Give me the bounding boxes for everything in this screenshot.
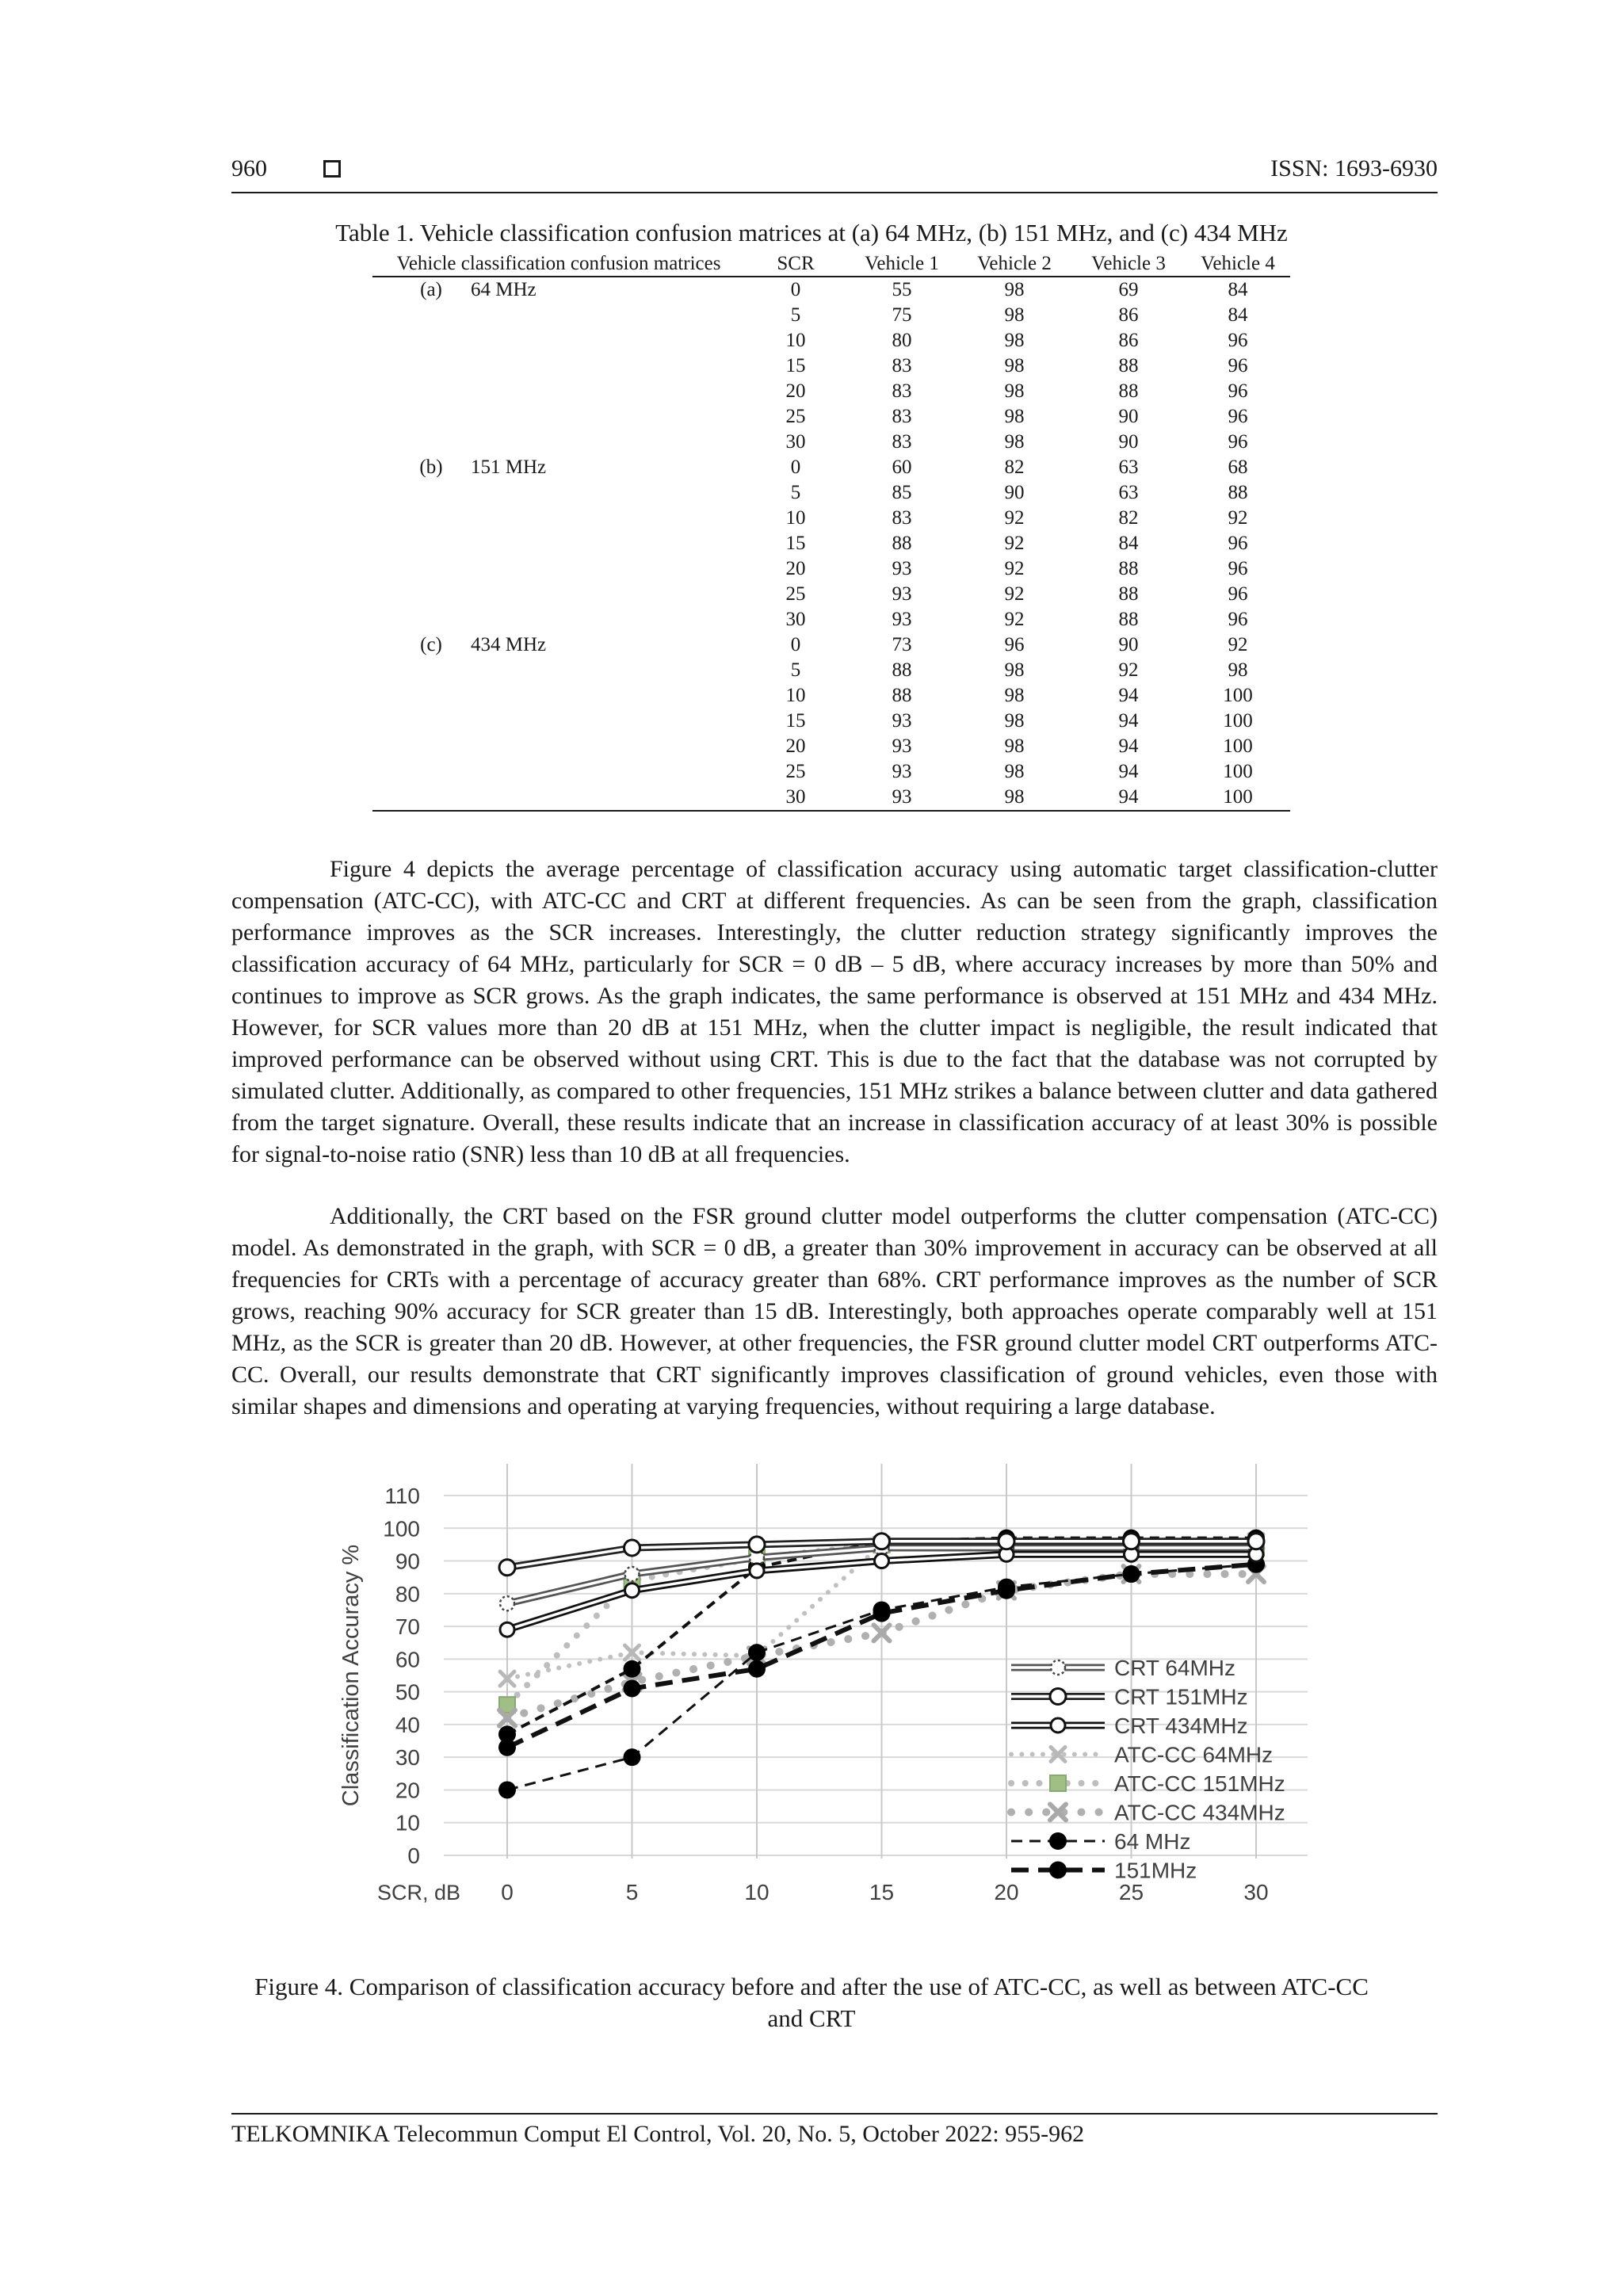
table-cell: 94 bbox=[1118, 710, 1139, 732]
body-paragraph: Additionally, the CRT based on the FSR ground clutter model outperforms the clutter compensation (ATC-CC) model. As demonstrated in the graph, with SCR = 0 dB, a greater than 30% improvement in accuracy can be observed at all frequencies for CRTs with a percentage of accuracy greater than 68%. CRT performance improves as the number of SCR grows, reaching 90% accuracy for SCR greater than 15 dB. Interestingly, both approaches operate comparably well at 151 MHz, as the SCR is greater than 20 dB. However, at other frequencies, the FSR ground clutter model CRT outperforms ATC-CC. Overall, our results demonstrate that CRT significantly improves classification of ground vehicles, even those with similar shapes and dimensions and operating at varying frequencies, without requiring a large database. bbox=[231, 1203, 1438, 1419]
data-point bbox=[998, 1582, 1015, 1599]
table-cell: 98 bbox=[1004, 330, 1025, 351]
table-cell: 98 bbox=[1228, 659, 1248, 681]
x-tick-label: 0 bbox=[501, 1880, 514, 1904]
table-cell: 10 bbox=[785, 507, 806, 529]
legend-item bbox=[1011, 1743, 1273, 1767]
table-cell: 98 bbox=[1004, 304, 1025, 326]
table-cell: 5 bbox=[790, 482, 801, 503]
table-cell: 92 bbox=[1228, 507, 1248, 529]
data-point bbox=[498, 1781, 516, 1798]
table-cell: 25 bbox=[785, 583, 806, 605]
legend-label: ATC-CC 434MHz bbox=[1114, 1800, 1285, 1825]
data-point bbox=[625, 1584, 640, 1598]
table-cell: 88 bbox=[1118, 558, 1139, 579]
table-cell: 92 bbox=[1004, 583, 1025, 605]
table-cell: 93 bbox=[892, 710, 912, 732]
table-cell: 63 bbox=[1118, 482, 1139, 503]
y-tick-label: 40 bbox=[395, 1712, 420, 1737]
table-cell: 98 bbox=[1004, 380, 1025, 402]
table-cell: 96 bbox=[1228, 355, 1248, 376]
table-cell: 93 bbox=[892, 558, 912, 579]
table-cell: 90 bbox=[1118, 406, 1139, 427]
legend-item bbox=[1011, 1713, 1248, 1738]
legend-label: ATC-CC 64MHz bbox=[1114, 1742, 1274, 1767]
table-cell: 83 bbox=[892, 406, 912, 427]
y-tick-label: 70 bbox=[395, 1614, 420, 1640]
table-cell: 88 bbox=[1118, 583, 1139, 605]
y-tick-label: 90 bbox=[395, 1549, 420, 1574]
journal-issn: ISSN: 1693-6930 bbox=[1270, 155, 1438, 181]
table-cell: 15 bbox=[785, 355, 806, 376]
table-header: Vehicle 2 bbox=[957, 252, 1071, 277]
table-header: SCR bbox=[745, 252, 846, 277]
table-cell: 88 bbox=[1118, 609, 1139, 630]
table-cell: 93 bbox=[892, 609, 912, 630]
table-cell: 100 bbox=[1186, 785, 1290, 811]
legend-item bbox=[1011, 1771, 1285, 1796]
table-cell: 93 bbox=[892, 735, 912, 757]
data-point bbox=[1123, 1565, 1140, 1583]
group-tag: (b) bbox=[419, 457, 443, 478]
table-cell: 94 bbox=[1118, 685, 1139, 706]
table-cell: 93 bbox=[846, 785, 957, 811]
data-point bbox=[1049, 1862, 1067, 1879]
data-point bbox=[873, 1605, 891, 1622]
table-cell: 94 bbox=[1118, 761, 1139, 782]
data-point bbox=[624, 1680, 641, 1698]
table-cell: 96 bbox=[1228, 380, 1248, 402]
legend-label: CRT 64MHz bbox=[1114, 1656, 1236, 1680]
legend-label: CRT 434MHz bbox=[1114, 1713, 1248, 1738]
legend-item bbox=[1011, 1859, 1197, 1883]
table-cell: 90 bbox=[1004, 482, 1025, 503]
table-cell: 30 bbox=[785, 609, 806, 630]
table-cell: 20 bbox=[785, 735, 806, 757]
table-header: Vehicle 4 bbox=[1186, 252, 1290, 277]
table-cell: 98 bbox=[1004, 761, 1025, 782]
table-cell: 69 bbox=[1118, 279, 1139, 300]
table-cell: 92 bbox=[1004, 558, 1025, 579]
legend-label: 151MHz bbox=[1114, 1858, 1197, 1883]
table-cell: 84 bbox=[1228, 279, 1248, 300]
table-cell: 80 bbox=[892, 330, 912, 351]
table-cell: 98 bbox=[957, 785, 1071, 811]
y-tick-label: 100 bbox=[383, 1516, 420, 1541]
table-cell: 96 bbox=[1228, 558, 1248, 579]
y-tick-label: 0 bbox=[407, 1843, 420, 1868]
y-tick-label: 30 bbox=[395, 1745, 420, 1771]
table-cell: 100 bbox=[1223, 761, 1253, 782]
table-cell: 96 bbox=[1228, 609, 1248, 630]
table-caption: Table 1. Vehicle classification confusion matrices at (a) 64 MHz, (b) 151 MHz, and (c) 434 MHz bbox=[335, 219, 1288, 246]
data-point bbox=[748, 1660, 766, 1678]
table-cell: 84 bbox=[1228, 304, 1248, 326]
table-cell: 96 bbox=[1228, 583, 1248, 605]
table-cell: 94 bbox=[1071, 785, 1186, 811]
table-cell: 73 bbox=[892, 634, 912, 655]
group-frequency: 434 MHz bbox=[471, 634, 547, 655]
x-tick-label: 15 bbox=[869, 1880, 895, 1904]
data-point bbox=[1051, 1718, 1065, 1733]
y-tick-label: 110 bbox=[384, 1484, 420, 1508]
x-tick-label: 25 bbox=[1118, 1880, 1144, 1904]
table-cell: 92 bbox=[1004, 609, 1025, 630]
legend-item bbox=[1011, 1829, 1190, 1854]
data-point bbox=[1049, 1832, 1067, 1850]
data-point bbox=[1050, 1775, 1066, 1791]
table-cell: 98 bbox=[1004, 710, 1025, 732]
data-point bbox=[1248, 1534, 1264, 1549]
data-point bbox=[624, 1748, 641, 1766]
table-cell: 98 bbox=[1004, 685, 1025, 706]
table-cell: 68 bbox=[1228, 457, 1248, 478]
table-cell: 98 bbox=[1004, 735, 1025, 757]
table-cell: 98 bbox=[1004, 431, 1025, 453]
table-cell: 75 bbox=[892, 304, 912, 326]
table-cell: 0 bbox=[790, 457, 801, 478]
data-point bbox=[999, 1534, 1014, 1549]
data-point bbox=[1124, 1534, 1140, 1549]
table-cell: 96 bbox=[1228, 431, 1248, 453]
legend-label: ATC-CC 151MHz bbox=[1114, 1771, 1285, 1796]
table-cell: 88 bbox=[892, 685, 912, 706]
legend-label: CRT 151MHz bbox=[1114, 1684, 1248, 1710]
table-cell: 0 bbox=[790, 634, 801, 655]
table-cell: 25 bbox=[785, 406, 806, 427]
table-cell: 92 bbox=[1004, 507, 1025, 529]
data-point bbox=[874, 1534, 890, 1549]
table-cell: 96 bbox=[1228, 330, 1248, 351]
data-point bbox=[624, 1540, 640, 1556]
table-header: Vehicle 3 bbox=[1071, 252, 1186, 277]
table-cell: 98 bbox=[1004, 659, 1025, 681]
table-cell: 86 bbox=[1118, 304, 1139, 326]
y-tick-label: 60 bbox=[395, 1647, 420, 1672]
page-number: 960 bbox=[231, 155, 267, 181]
table-cell: 94 bbox=[1118, 735, 1139, 757]
table-cell: 10 bbox=[785, 685, 806, 706]
figure-caption: Figure 4. Comparison of classification accuracy before and after the use of ATC-CC, as well as between ATC-CC and CRT bbox=[254, 1973, 1369, 2032]
table-cell: 92 bbox=[1004, 533, 1025, 554]
legend-label: 64 MHz bbox=[1114, 1829, 1191, 1854]
data-point bbox=[499, 1560, 515, 1576]
table-cell: 92 bbox=[1228, 634, 1248, 655]
table-cell: 96 bbox=[1228, 406, 1248, 427]
data-point bbox=[750, 1564, 764, 1578]
table-cell: 90 bbox=[1118, 431, 1139, 453]
data-point bbox=[500, 1596, 514, 1610]
data-point bbox=[498, 1725, 516, 1743]
table-cell: 88 bbox=[1228, 482, 1248, 503]
data-point bbox=[1051, 1660, 1065, 1675]
data-point bbox=[500, 1622, 514, 1637]
group-tag: (a) bbox=[420, 279, 442, 300]
table-cell: 0 bbox=[790, 279, 801, 300]
data-point bbox=[749, 1537, 765, 1553]
chart-legend bbox=[1011, 1656, 1285, 1883]
table-cell: 86 bbox=[1118, 330, 1139, 351]
table-cell: 15 bbox=[785, 710, 806, 732]
x-tick-label: 10 bbox=[744, 1880, 769, 1904]
table-cell: 100 bbox=[1223, 685, 1253, 706]
table-cell: 100 bbox=[1223, 710, 1253, 732]
table-cell: 85 bbox=[892, 482, 912, 503]
table-cell: 5 bbox=[790, 304, 801, 326]
table-cell: 88 bbox=[1118, 380, 1139, 402]
table-cell: 30 bbox=[785, 431, 806, 453]
table-cell: 88 bbox=[892, 533, 912, 554]
table-cell: 55 bbox=[892, 279, 912, 300]
data-point bbox=[625, 1567, 640, 1581]
x-tick-label: 30 bbox=[1243, 1880, 1269, 1904]
group-frequency: 64 MHz bbox=[471, 279, 537, 300]
x-tick-label: 20 bbox=[994, 1880, 1019, 1904]
table-cell: 60 bbox=[892, 457, 912, 478]
table-cell: 83 bbox=[892, 355, 912, 376]
table-header: Vehicle classification confusion matrices bbox=[372, 252, 745, 277]
table-cell: 93 bbox=[892, 761, 912, 782]
group-tag: (c) bbox=[420, 634, 442, 655]
table-cell: 82 bbox=[1004, 457, 1025, 478]
table-cell: 83 bbox=[892, 431, 912, 453]
legend-item bbox=[1011, 1801, 1285, 1825]
group-frequency: 151 MHz bbox=[471, 457, 547, 478]
x-tick-label: 5 bbox=[625, 1880, 639, 1904]
table-cell: 83 bbox=[892, 507, 912, 529]
table-cell: 83 bbox=[892, 380, 912, 402]
table-cell: 30 bbox=[745, 785, 846, 811]
table-cell: 93 bbox=[892, 583, 912, 605]
table-cell: 82 bbox=[1118, 507, 1139, 529]
x-axis-label: SCR, dB bbox=[377, 1881, 461, 1904]
y-tick-label: 80 bbox=[395, 1581, 420, 1606]
table-cell: 88 bbox=[1118, 355, 1139, 376]
footer-rule bbox=[231, 2113, 1438, 2115]
table-cell: 96 bbox=[1228, 533, 1248, 554]
table-cell: 15 bbox=[785, 533, 806, 554]
table-cell: 84 bbox=[1118, 533, 1139, 554]
table-header: Vehicle 1 bbox=[846, 252, 957, 277]
data-point bbox=[875, 1554, 889, 1568]
table-cell: 98 bbox=[1004, 355, 1025, 376]
table-cell: 98 bbox=[1004, 279, 1025, 300]
y-axis-label: Classification Accuracy % bbox=[338, 1544, 364, 1807]
table-cell: 88 bbox=[892, 659, 912, 681]
footer-citation: TELKOMNIKA Telecommun Comput El Control, Vol. 20, No. 5, October 2022: 955-962 bbox=[231, 2121, 1085, 2147]
y-tick-label: 20 bbox=[395, 1778, 420, 1803]
legend-item bbox=[1011, 1685, 1248, 1710]
table-cell: 25 bbox=[785, 761, 806, 782]
table-cell: 92 bbox=[1118, 659, 1139, 681]
body-paragraph: Figure 4 depicts the average percentage of classification accuracy using automatic target classification-clutter compensation (ATC-CC), with ATC-CC and CRT at different frequencies. As can be seen from the graph, classification performance improves as the SCR increases. Interestingly, the clutter reduction strategy significantly improves the classification accuracy of 64 MHz, particularly for SCR = 0 dB – 5 dB, where accuracy increases by more than 50% and continues to improve as SCR grows. As the graph indicates, the same performance is observed at 151 MHz and 434 MHz. However, for SCR values more than 20 dB at 151 MHz, when the clutter impact is negligible, the result indicated that improved performance can be observed without using CRT. This is due to the fact that the database was not corrupted by simulated clutter. Additionally, as compared to other frequencies, 151 MHz strikes a balance between clutter and data gathered from the target signature. Overall, these results indicate that an increase in classification accuracy of at least 30% is possible for signal-to-noise ratio (SNR) less than 10 dB at all frequencies. bbox=[231, 856, 1438, 1167]
table-cell: 20 bbox=[785, 380, 806, 402]
table-cell: 96 bbox=[1004, 634, 1025, 655]
y-tick-label: 10 bbox=[395, 1810, 420, 1836]
table-cell: 20 bbox=[785, 558, 806, 579]
table-cell: 10 bbox=[785, 330, 806, 351]
data-point bbox=[1050, 1689, 1066, 1705]
table-cell: 5 bbox=[790, 659, 801, 681]
table-cell: 98 bbox=[1004, 406, 1025, 427]
data-point bbox=[624, 1660, 641, 1678]
table-cell: 100 bbox=[1223, 735, 1253, 757]
table-cell: 63 bbox=[1118, 457, 1139, 478]
data-point bbox=[748, 1644, 766, 1661]
table-cell: 90 bbox=[1118, 634, 1139, 655]
y-tick-label: 50 bbox=[395, 1679, 420, 1705]
